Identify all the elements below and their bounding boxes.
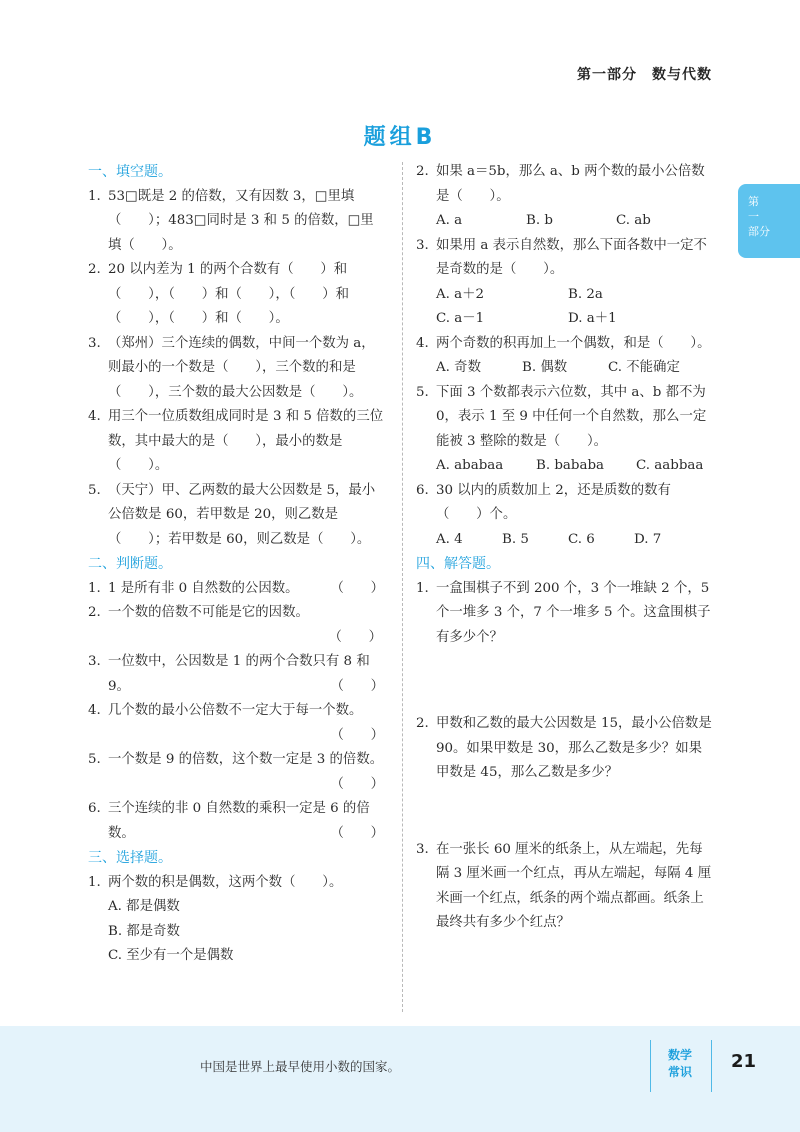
choice-option: A. ababaa	[436, 458, 504, 473]
question-text-body: 几个数的最小公倍数不一定大于每一个数。	[108, 703, 363, 718]
choice-option: B. b	[526, 213, 553, 228]
choice-option: A. 奇数	[436, 360, 481, 375]
question-text	[108, 650, 384, 699]
choice-option: C. 6	[568, 531, 595, 547]
choice-item	[416, 234, 712, 283]
answer-paren: （ ）	[330, 825, 384, 841]
question-text: （郑州）三个连续的偶数，中间一个数为 a，则最小的一个数是（ ），三个数的和是（ ），三个数的最大公因数是（ ）。	[108, 335, 375, 400]
choice-item	[416, 479, 712, 528]
question-text: 甲数和乙数的最大公因数是 15，最小公倍数是 90。如果甲数是 30，那么乙数是多少？如果甲数是 45，那么乙数是多少？	[436, 716, 712, 780]
choice-option: C. 不能确定	[608, 360, 680, 375]
choice-option: C. 至少有一个是偶数	[108, 948, 234, 963]
footer-fact: 中国是世界上最早使用小数的国家。	[199, 1059, 400, 1074]
choice-item	[416, 381, 712, 455]
question-number: 5.	[88, 752, 101, 767]
judge-item	[88, 650, 384, 699]
section-heading-fill: 一、填空题。	[88, 164, 172, 180]
answer-paren: （ ）	[328, 629, 382, 645]
page-number: 21	[731, 1051, 757, 1072]
question-text: 在一张长 60 厘米的纸条上，从左端起，先每隔 3 厘米画一个红点，再从左端起，每隔 4 厘米画一个红点，纸条的两个端点都画。纸条上最终共有多少个红点？	[436, 841, 712, 930]
choice-item	[416, 160, 712, 209]
question-number: 4.	[88, 703, 101, 718]
choice-option: A. 都是偶数	[108, 899, 180, 914]
question-text: 一盒围棋子不到 200 个，3 个一堆缺 2 个，5 个一堆多 3 个，7 个一堆多 5 个。这盒围棋子有多少个？	[436, 580, 711, 645]
judge-item	[88, 601, 384, 626]
question-number: 3.	[416, 237, 429, 253]
question-text: 53□既是 2 的倍数，又有因数 3，□里填（ ）；483□同时是 3 和 5 的倍数，□里填（ ）。	[108, 188, 374, 253]
choice-options	[416, 454, 712, 479]
choice-option: C. a－1	[436, 311, 485, 326]
choice-option: B. 都是奇数	[108, 923, 180, 939]
answer-space	[416, 650, 712, 712]
question-item	[88, 258, 384, 332]
question-text	[108, 699, 384, 748]
question-item	[88, 405, 384, 479]
question-number: 5.	[416, 384, 429, 400]
header-section-label: 第一部分 数与代数	[577, 67, 712, 83]
page-title: 题组B	[363, 125, 437, 150]
judge-item	[88, 748, 384, 797]
question-number: 6.	[416, 482, 429, 498]
choice-option: D. a＋1	[568, 311, 617, 326]
choice-option: A. 4	[436, 531, 463, 547]
footer-divider	[650, 1040, 651, 1092]
question-number: 3.	[88, 335, 101, 351]
question-number: 1.	[416, 580, 429, 596]
judge-item	[88, 797, 384, 846]
question-number: 4.	[416, 335, 429, 351]
question-text	[108, 797, 384, 846]
judge-item	[88, 577, 384, 602]
footer-label-math: 数学	[668, 1048, 693, 1062]
question-number: 1.	[88, 188, 101, 204]
question-text: 如果 a＝5b，那么 a、b 两个数的最小公倍数是（ ）。	[436, 164, 705, 204]
question-number: 2.	[416, 716, 429, 731]
choice-options	[416, 307, 712, 332]
question-number: 1.	[88, 580, 101, 596]
choice-item	[88, 871, 384, 896]
question-text: 20 以内差为 1 的两个合数有（ ）和（ ），（ ）和（ ），（ ）和（ ），（ ）和（ ）。	[108, 262, 350, 326]
choice-option: A. a	[436, 213, 463, 228]
side-tab-line1: 第	[748, 195, 759, 208]
question-text	[108, 748, 384, 797]
question-number: 2.	[88, 605, 101, 620]
question-number: 6.	[88, 801, 101, 816]
choice-option: B. bababa	[536, 458, 605, 473]
side-tab	[738, 184, 800, 258]
question-text: 如果用 a 表示自然数，那么下面各数中一定不是奇数的是（ ）。	[436, 237, 707, 277]
solve-item	[416, 712, 712, 786]
question-text-body: 一个数是 9 的倍数，这个数一定是 3 的倍数。	[108, 752, 384, 767]
solve-item	[416, 577, 712, 651]
column-divider	[402, 162, 403, 1012]
side-tab-line2: 一	[748, 210, 759, 223]
question-text: 1 是所有非 0 自然数的公因数。	[108, 580, 299, 596]
question-text-body: 一位数中，公因数是 1 的两个合数只有 8 和 9。	[108, 654, 370, 694]
choice-options	[416, 209, 712, 234]
question-text: （天宁）甲、乙两数的最大公因数是 5，最小公倍数是 60，若甲数是 20，则乙数是（ ）；若甲数是 60，则乙数是（ ）。	[108, 482, 376, 547]
answer-paren: （ ）	[330, 678, 384, 694]
question-item	[88, 185, 384, 259]
section-heading-judge: 二、判断题。	[88, 556, 172, 572]
choice-item	[416, 332, 712, 357]
answer-paren: （ ）	[330, 580, 384, 596]
question-number: 4.	[88, 409, 101, 424]
choice-option: C. aabbaa	[636, 458, 704, 473]
choice-options	[416, 283, 712, 308]
question-number: 2.	[88, 262, 101, 277]
question-number: 3.	[88, 654, 101, 669]
question-text: 30 以内的质数加上 2，还是质数的数有（ ）个。	[436, 482, 671, 522]
section-heading-choice: 三、选择题。	[88, 850, 172, 866]
question-item	[88, 479, 384, 553]
footer-label-knowledge: 常识	[668, 1065, 693, 1079]
question-number: 3.	[416, 841, 429, 857]
question-text: 两个奇数的积再加上一个偶数，和是（ ）。	[436, 335, 711, 351]
choice-option: C. ab	[616, 213, 651, 228]
answer-paren: （ ）	[330, 727, 384, 743]
question-text: 下面 3 个数都表示六位数，其中 a、b 都不为 0，表示 1 至 9 中任何一个自然数，那么一定能被 3 整除的数是（ ）。	[436, 384, 707, 449]
judge-item	[88, 699, 384, 748]
answer-paren: （ ）	[330, 776, 384, 792]
side-tab-line3: 部分	[748, 225, 770, 238]
choice-option: A. a＋2	[436, 286, 485, 302]
question-text: 用三个一位质数组成同时是 3 和 5 倍数的三位数，其中最大的是（ ），最小的数是（ ）。	[108, 409, 384, 473]
choice-options	[416, 528, 712, 553]
choice-option: B. 2a	[568, 286, 603, 302]
question-number: 5.	[88, 482, 101, 498]
question-item	[88, 332, 384, 406]
left-column	[88, 160, 384, 969]
footer-divider	[711, 1040, 712, 1092]
section-heading-solve: 四、解答题。	[416, 556, 500, 572]
question-text: 一个数的倍数不可能是它的因数。	[108, 605, 309, 620]
choice-options	[416, 356, 712, 381]
answer-space	[416, 786, 712, 838]
right-column	[416, 160, 712, 936]
choice-option: B. 偶数	[522, 360, 568, 375]
question-text: 两个数的积是偶数，这两个数（ ）。	[108, 874, 343, 890]
question-text-body: 三个连续的非 0 自然数的乘积一定是 6 的倍数。	[108, 801, 370, 841]
question-number: 1.	[88, 874, 101, 890]
solve-item	[416, 838, 712, 936]
question-number: 2.	[416, 164, 429, 179]
choice-option: B. 5	[502, 531, 529, 547]
choice-option: D. 7	[634, 531, 662, 547]
